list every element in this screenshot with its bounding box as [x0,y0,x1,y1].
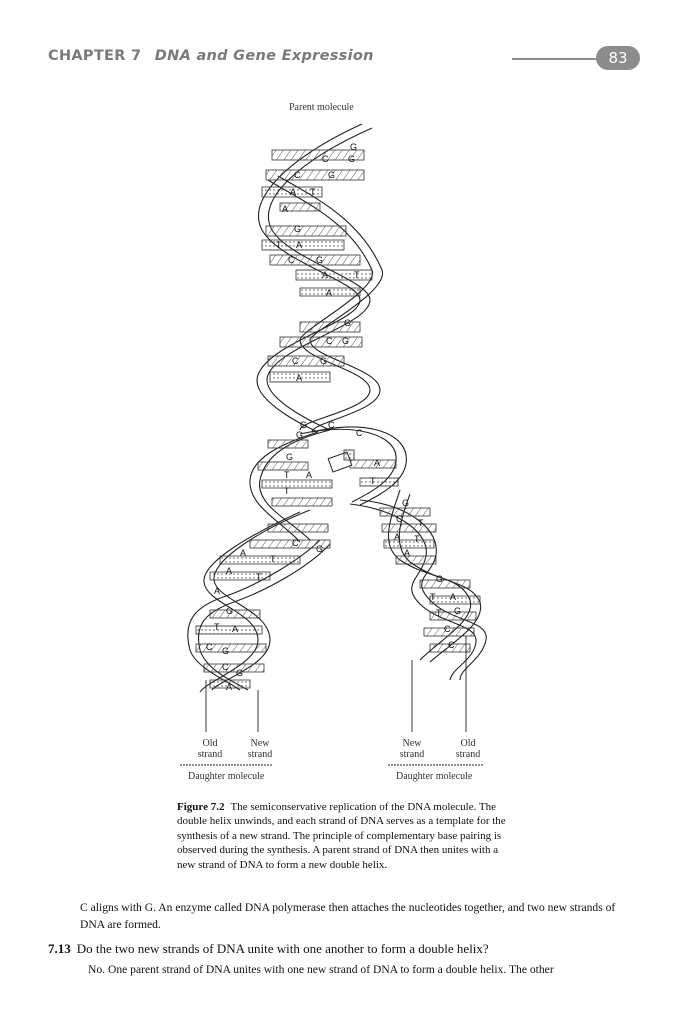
page-number-badge: 83 [596,46,640,70]
svg-text:A: A [326,288,333,298]
svg-text:C: C [206,642,213,652]
svg-text:T: T [436,608,442,618]
svg-text:T: T [276,240,282,250]
svg-text:C: C [396,514,403,524]
svg-text:T: T [310,187,316,197]
svg-text:T: T [354,270,360,280]
svg-text:C: C [328,420,335,430]
svg-text:A: A [306,470,313,480]
right-daughter-molecule-label: Daughter molecule [396,771,473,782]
svg-text:C: C [292,538,299,548]
svg-text:C: C [292,356,299,366]
svg-text:G: G [286,452,294,462]
svg-text:T: T [284,470,290,480]
svg-text:C: C [448,640,455,650]
question-number: 7.13 [48,941,71,956]
svg-text:A: A [322,270,329,280]
left-daughter-molecule-label: Daughter molecule [188,771,265,782]
svg-text:C: C [444,624,451,634]
svg-text:T: T [284,486,290,496]
svg-text:A: A [232,624,239,634]
svg-text:T: T [414,534,420,544]
svg-text:C: C [326,336,333,346]
svg-text:G: G [436,574,444,584]
right-daughter-base-pairs [380,508,480,652]
svg-text:A: A [214,586,221,596]
body-paragraph: C aligns with G. An enzyme called DNA polymerase then attaches the nucleotides together, and two new strands of DNA are formed. [80,901,616,931]
svg-text:C: C [322,154,329,164]
left-old-strand-label: Old strand [197,738,223,760]
svg-text:G: G [342,336,350,346]
svg-text:G: G [316,255,324,265]
svg-text:G: G [316,544,324,554]
svg-text:G: G [236,668,244,678]
svg-text:T: T [418,518,424,528]
parent-base-pairs [262,150,372,382]
svg-text:A: A [226,566,233,576]
svg-text:A: A [240,548,247,558]
svg-text:T: T [270,554,276,564]
parent-molecule-label: Parent molecule [289,102,354,113]
question-text: Do the two new strands of DNA unite with one another to form a double helix? [76,941,489,956]
svg-text:A: A [450,592,457,602]
svg-text:G: G [454,606,462,616]
svg-text:G: G [296,430,304,440]
svg-text:G: G [226,606,234,616]
svg-text:G: G [320,356,328,366]
right-new-strand-label: New strand [399,738,425,760]
svg-text:A: A [290,187,297,197]
figure-number: Figure 7.2 [177,801,225,813]
svg-text:A: A [282,204,289,214]
left-new-strand-label: New strand [247,738,273,760]
svg-text:A: A [404,548,411,558]
svg-text:T: T [370,476,376,486]
right-old-strand-label: Old strand [455,738,481,760]
caption-text: The semiconservative replication of the DNA molecule. The double helix unwinds, and each strand of DNA serves as a template for the synthesis of a new strand. The principle of complementary base pairing is observed during the synthesis. A parent strand of DNA then unites with a new strand of DNA to form a new double helix. [177,801,506,871]
svg-text:T: T [430,592,436,602]
svg-text:C: C [222,662,229,672]
chapter-title: DNA and Gene Expression [154,48,374,64]
svg-text:C: C [294,170,301,180]
svg-text:A: A [226,682,233,692]
svg-text:T: T [256,572,262,582]
svg-text:G: G [328,170,336,180]
svg-text:C: C [288,255,295,265]
svg-text:G: G [222,646,230,656]
svg-text:A: A [374,458,381,468]
svg-text:G: G [350,142,358,152]
svg-text:A: A [394,532,401,542]
dna-polymerase [328,450,354,472]
svg-text:G: G [294,224,302,234]
svg-text:T: T [214,622,220,632]
svg-text:C: C [356,428,363,438]
svg-text:G: G [344,318,352,328]
answer-paragraph: No. One parent strand of DNA unites with one new strand of DNA to form a double helix. The other [88,963,554,976]
svg-text:G: G [300,420,308,430]
svg-text:A: A [296,373,303,383]
figure-caption [177,800,507,872]
svg-text:A: A [296,240,303,250]
chapter-number: CHAPTER 7 [48,48,142,64]
svg-text:G: G [348,154,356,164]
svg-text:G: G [402,498,410,508]
question-7-13 [48,940,648,958]
